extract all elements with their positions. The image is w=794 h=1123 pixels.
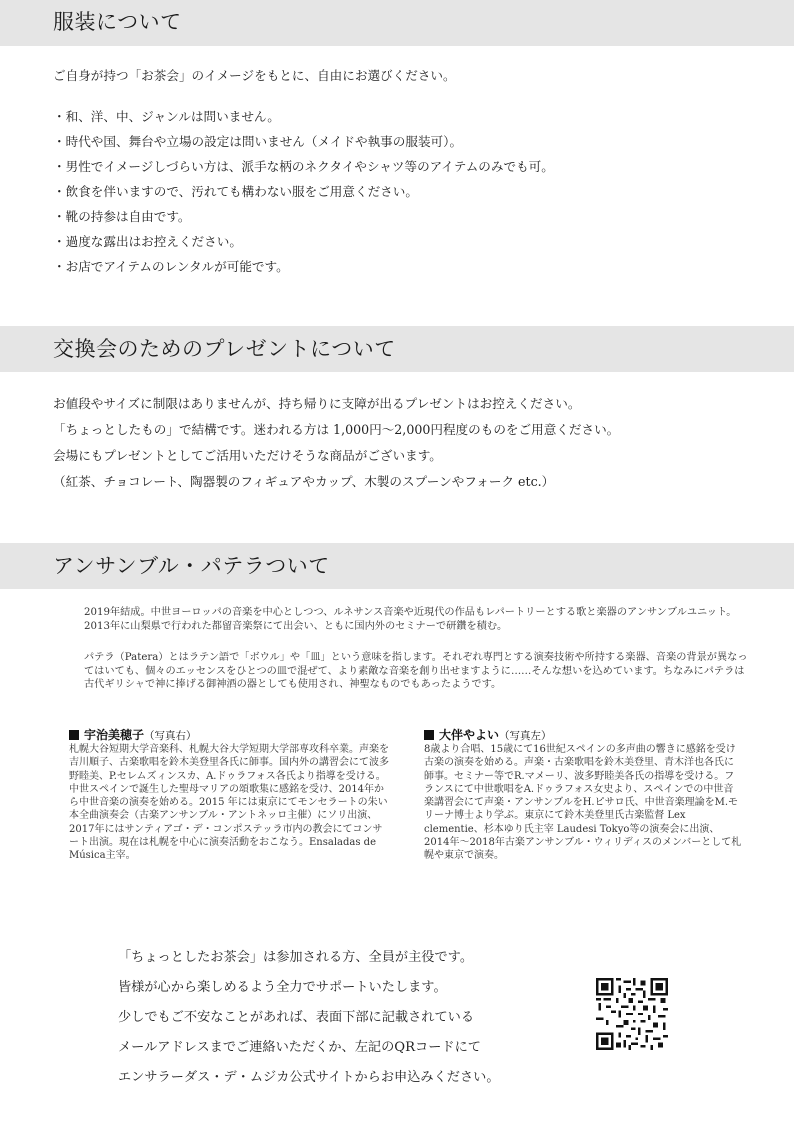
- dress-item: ・過度な露出はお控えください。: [53, 234, 242, 249]
- dress-item: ・男性でイメージしづらい方は、派手な柄のネクタイやシャツ等のアイテムのみでも可。: [53, 159, 554, 174]
- section-title-present: 交換会のためのプレゼントについて: [53, 337, 396, 361]
- section-header-dress: [0, 0, 794, 46]
- closing-line: メールアドレスまでご連絡いただくか、左記のQRコードにて: [118, 1040, 481, 1055]
- member-bio-uji: 札幌大谷短期大学音楽科、札幌大谷大学短期大学部専攻科卒業。声楽を吉川順子、古楽歌唱を鈴木美登里各氏に師事。国内外の講習会にて波多野睦美、P.セレムズィンスカ、A.ドゥラフォス各氏より指導を受ける。中世スペインで誕生した聖母マリアの頌歌集に感銘を受け、2014年から中世音楽の演奏を始める。2015 年には東京にてモンセラートの朱い本全曲演奏会（古楽アンサンブル・アントネッロ主催）にソリ出演、2017年にはサンティアゴ・デ・コンポステッラ市内の教会にてコンサート出演。現在は札幌を中心に演奏活動をおこなう。Ensaladas de Música主宰。: [69, 744, 389, 862]
- dress-item: ・和、洋、中、ジャンルは問いません。: [53, 109, 280, 124]
- closing-line: 少しでもご不安なことがあれば、表面下部に記載されている: [118, 1010, 475, 1025]
- section-header-ensemble: [0, 543, 794, 589]
- closing-line: エンサラーダス・デ・ムジカ公式サイトからお申込みください。: [118, 1070, 500, 1085]
- present-line: お値段やサイズに制限はありませんが、持ち帰りに支障が出るプレゼントはお控えください。: [53, 396, 581, 411]
- member-name: 大伴やよい: [439, 728, 500, 742]
- present-line: （紅茶、チョコレート、陶器製のフィギュアやカップ、木製のスプーンやフォーク etc.）: [53, 474, 555, 489]
- present-line: 「ちょっとしたもの」で結構です。迷われる方は 1,000円～2,000円程度のものをご用意ください。: [53, 422, 620, 437]
- member-name: 宇治美穂子: [84, 728, 145, 742]
- closing-line: 皆様が心から楽しめるよう全力でサポートいたします。: [118, 980, 447, 995]
- present-line: 会場にもプレゼントとしてご活用いただけそうな商品がございます。: [53, 448, 442, 463]
- member-photo-note: （写真左）: [499, 730, 552, 742]
- qr-code-icon[interactable]: [596, 978, 668, 1050]
- dress-item: ・お店でアイテムのレンタルが可能です。: [53, 259, 289, 274]
- closing-line: 「ちょっとしたお茶会」は参加される方、全員が主役です。: [118, 950, 474, 965]
- section-header-present: [0, 326, 794, 372]
- dress-intro: ご自身が持つ「お茶会」のイメージをもとに、自由にお選びください。: [53, 68, 456, 83]
- ensemble-para-formation: 2019年結成。中世ヨーロッパの音楽を中心としつつ、ルネサンス音楽や近現代の作品もレパートリーとする歌と楽器のアンサンブルユニット。2013年に山梨県で行われた都留音楽祭にて出会い、ともに国内外のセミナーで研鑽を積む。: [84, 607, 737, 632]
- member-bio-otomo: 8歳より合唱、15歳にて16世紀スペインの多声曲の響きに感銘を受け古楽の演奏を始める。声楽・古楽歌唱を鈴木美登里、青木洋也各氏に師事。セミナー等でR.マメーリ、波多野睦美各氏の指導を受ける。フランスにて中世歌唱をA.ドゥラフォス女史より、スペインでの中世音楽講習会にて声楽・アンサンブルをH.ピサロ氏、中世音楽理論をM.モリーナ博士より学ぶ。東京にて鈴木美登里氏古楽監督 Lex clementie、杉本ゆり氏主宰 Laudesi Tokyo等の演奏会に出演、2014年～2018年古楽アンサンブル・ウィリディスのメンバーとして札幌や東京で演奏。: [424, 744, 742, 862]
- dress-item: ・飲食を伴いますので、汚れても構わない服をご用意ください。: [53, 184, 418, 199]
- square-bullet-icon: [69, 730, 79, 740]
- member-heading-uji: [69, 726, 197, 743]
- section-title-dress: 服装について: [53, 10, 182, 34]
- ensemble-para-name-meaning: パテラ（Patera）とはラテン語で「ボウル」や「皿」という意味を指します。それぞれ専門とする演奏技術や所持する楽器、音楽の背景が異なってはいても、個々のエッセンスをひとつの皿で混ぜて、より素敵な音楽を創り出せますように……そんな想いを込めています。ちなみにパテラは古代ギリシャで神に捧げる御神酒の器としても使用され、神聖なものでもあったようです。: [84, 652, 748, 690]
- dress-item: ・時代や国、舞台や立場の設定は問いません（メイドや執事の服装可）。: [53, 134, 463, 149]
- dress-item: ・靴の持参は自由です。: [53, 209, 191, 224]
- section-title-ensemble: アンサンブル・パテラついて: [53, 554, 330, 578]
- square-bullet-icon: [424, 730, 434, 740]
- member-heading-otomo: [424, 726, 552, 743]
- member-photo-note: （写真右）: [144, 730, 197, 742]
